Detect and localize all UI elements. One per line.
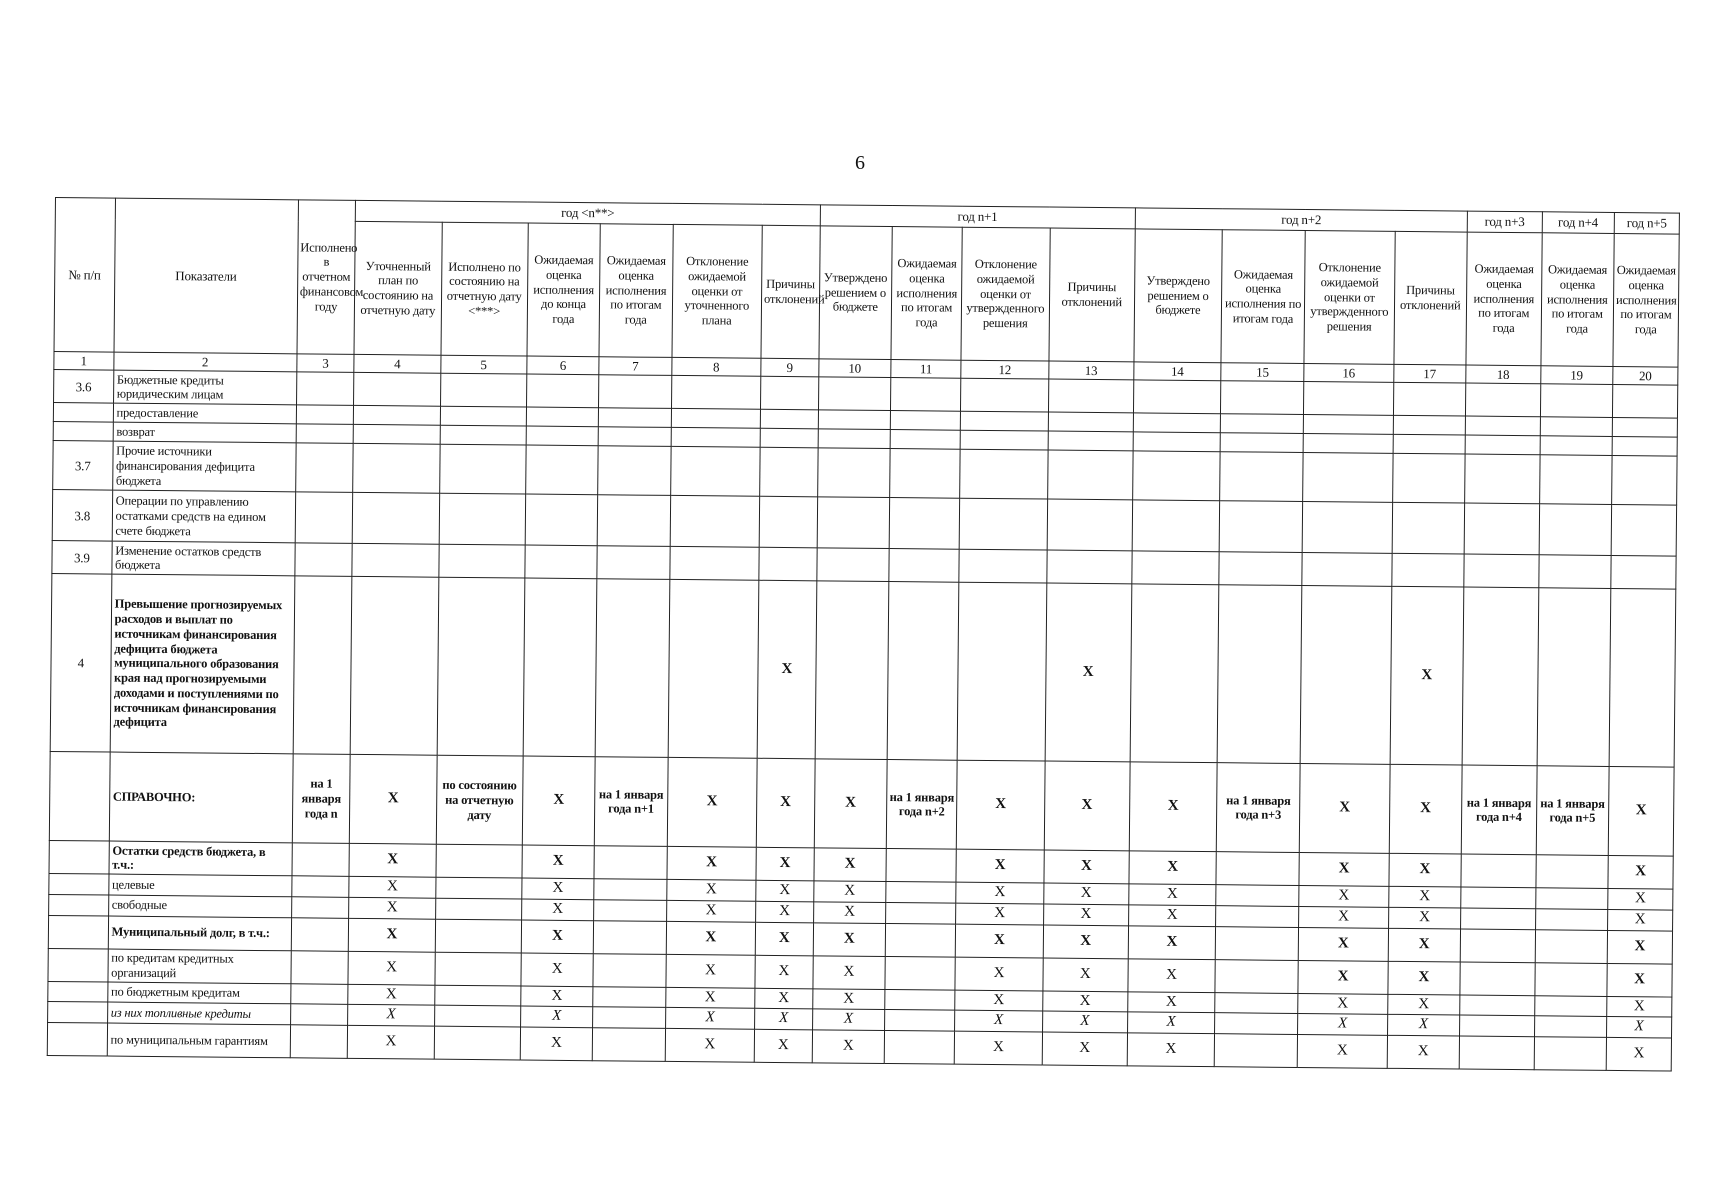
x-mark: X	[956, 883, 1044, 905]
row-number: 4	[50, 574, 111, 753]
col-num: 8	[671, 357, 761, 376]
x-mark: X	[756, 848, 814, 882]
ref-cell: на 1 января года n+4	[1461, 765, 1536, 855]
header-col-13: Причины отклонений	[1049, 228, 1135, 362]
x-mark: X	[812, 1030, 885, 1064]
header-col-20: Ожидаемая оценка исполнения по итогам года	[1613, 233, 1679, 367]
col-num: 19	[1540, 366, 1613, 385]
header-col-19: Ожидаемая оценка исполнения по итогам года	[1540, 233, 1614, 367]
x-mark: X	[954, 1031, 1042, 1065]
x-mark: X	[1043, 883, 1128, 905]
header-col-14: Утверждено решением о бюджете	[1134, 229, 1223, 363]
x-mark: X	[1128, 992, 1216, 1014]
col-num: 5	[440, 355, 526, 374]
x-mark: X	[1607, 930, 1672, 964]
row-label: Изменение остатков средств бюджета	[112, 541, 295, 576]
ref-cell: на 1 января года n	[292, 754, 350, 844]
x-mark: X	[666, 921, 756, 955]
header-col-12: Отклонение ожидаемой оценки от утвержденного решения	[961, 227, 1050, 361]
col-num: 2	[113, 352, 296, 372]
x-mark: X	[757, 581, 816, 760]
x-mark: X	[956, 924, 1044, 958]
row-number: 3.7	[53, 441, 113, 491]
x-mark: X	[348, 1025, 435, 1059]
x-mark: X	[756, 901, 814, 922]
table-wrapper	[47, 197, 1680, 1072]
x-mark: X	[955, 957, 1043, 991]
x-mark: X	[1387, 994, 1460, 1015]
row-label: Превышение прогнозируемых расходов и выплат по источникам финансирования дефицита бюджета муниципального образования края над прогнозируемыми доходами и поступлениями по источникам финансирования дефицита	[110, 574, 295, 754]
x-mark: X	[1044, 850, 1130, 884]
x-mark: X	[1299, 853, 1389, 887]
row-label: возврат	[113, 422, 296, 443]
header-col-17: Причины отклонений	[1394, 231, 1468, 365]
x-mark: X	[1388, 928, 1461, 962]
x-mark: X	[348, 951, 435, 985]
x-mark: X	[1128, 905, 1216, 927]
header-col-3: Исполнено в отчетном финансовом году	[297, 200, 356, 355]
header-col-10: Утверждено решением о бюджете	[819, 226, 893, 360]
x-mark: X	[667, 758, 757, 848]
x-mark: X	[348, 984, 434, 1006]
x-mark: X	[814, 848, 887, 882]
x-mark: X	[955, 990, 1043, 1012]
header-col-15: Ожидаемая оценка исполнения по итогам года	[1221, 230, 1305, 364]
header-group-year-n4: год n+4	[1542, 212, 1615, 234]
x-mark: X	[1045, 583, 1132, 762]
x-mark: X	[1608, 856, 1673, 890]
x-mark: X	[1127, 1012, 1215, 1034]
x-mark: X	[1129, 884, 1217, 906]
x-mark: X	[1607, 996, 1672, 1017]
x-mark: X	[812, 989, 885, 1010]
x-mark: X	[755, 922, 813, 956]
x-mark: X	[756, 759, 814, 849]
x-mark: X	[349, 918, 436, 952]
header-col-5: Исполнено по состоянию на отчетную дату <***>	[441, 222, 529, 356]
col-num: 18	[1466, 365, 1541, 384]
row-label: Прочие источники финансирования дефицита бюджета	[112, 441, 296, 492]
ref-cell: по состоянию на отчетную дату	[436, 756, 523, 846]
x-mark: X	[1606, 1017, 1671, 1038]
x-mark: X	[1298, 993, 1388, 1015]
row-label: Остатки средств бюджета, в т.ч.:	[109, 841, 292, 876]
x-mark: X	[1128, 926, 1216, 960]
x-mark: X	[1298, 1014, 1388, 1036]
x-mark: X	[665, 1008, 755, 1030]
col-num: 11	[891, 360, 961, 379]
x-mark: X	[812, 1009, 885, 1030]
x-mark: X	[813, 902, 886, 923]
row-number: 3.8	[52, 490, 112, 542]
x-mark: X	[1044, 761, 1130, 851]
col-num: 10	[818, 359, 891, 378]
col-num: 6	[527, 356, 600, 375]
col-num: 12	[961, 360, 1048, 379]
x-mark: X	[665, 1028, 755, 1062]
ref-cell: на 1 января года n+5	[1536, 766, 1609, 856]
col-num: 3	[297, 354, 355, 373]
row-label: СПРАВОЧНО:	[109, 752, 293, 843]
x-mark: X	[956, 850, 1044, 884]
x-mark: X	[667, 847, 757, 881]
col-num: 9	[761, 358, 819, 377]
x-mark: X	[754, 1029, 812, 1063]
table-row	[50, 574, 1676, 768]
header-group-year-n1: год n+1	[820, 205, 1135, 229]
x-mark: X	[1129, 762, 1217, 852]
table-row	[49, 752, 1674, 857]
x-mark: X	[1042, 991, 1127, 1013]
header-group-year-n5: год n+5	[1614, 212, 1679, 234]
row-label: свободные	[108, 895, 291, 917]
x-mark: X	[1299, 886, 1389, 908]
header-np: № п/п	[54, 198, 115, 353]
header-group-year-n2: год n+2	[1135, 208, 1467, 232]
x-mark: X	[520, 1006, 593, 1027]
col-num: 1	[54, 351, 114, 370]
x-mark: X	[813, 923, 886, 957]
row-label: Бюджетные кредиты юридическим лицам	[113, 370, 296, 405]
x-mark: X	[1299, 764, 1389, 854]
x-mark: X	[755, 955, 813, 989]
row-number: 3.9	[52, 541, 112, 575]
x-mark: X	[1388, 907, 1461, 928]
x-mark: X	[1129, 851, 1217, 885]
x-mark: X	[665, 987, 755, 1009]
page-number: 6	[855, 152, 865, 174]
col-num: 4	[354, 354, 440, 373]
col-num: 7	[599, 357, 672, 376]
header-col-18: Ожидаемая оценка исполнения по итогам года	[1466, 232, 1542, 366]
header-col-8: Отклонение ожидаемой оценки от уточненного плана	[672, 224, 763, 358]
x-mark: X	[1387, 1035, 1460, 1069]
x-mark: X	[1127, 1033, 1215, 1067]
col-num: 16	[1304, 363, 1394, 382]
x-mark: X	[521, 986, 594, 1007]
x-mark: X	[1608, 889, 1673, 910]
x-mark: X	[1128, 959, 1216, 993]
x-mark: X	[666, 900, 756, 922]
x-mark: X	[956, 903, 1044, 925]
x-mark: X	[1388, 887, 1461, 908]
ref-cell: на 1 января года n+3	[1216, 763, 1300, 853]
x-mark: X	[1390, 587, 1464, 766]
x-mark: X	[813, 881, 886, 902]
header-indicators: Показатели	[114, 198, 299, 354]
x-mark: X	[1387, 961, 1460, 995]
header-group-year-n3: год n+3	[1467, 211, 1542, 233]
col-num: 13	[1048, 361, 1133, 380]
x-mark: X	[755, 988, 813, 1009]
x-mark: X	[1299, 906, 1389, 928]
x-mark: X	[814, 759, 887, 849]
x-mark: X	[1043, 958, 1129, 992]
row-label: по бюджетным кредитам	[107, 982, 290, 1004]
col-num: 20	[1613, 366, 1678, 385]
x-mark: X	[1043, 904, 1128, 926]
x-mark: X	[520, 1027, 593, 1061]
x-mark: X	[1298, 960, 1388, 994]
x-mark: X	[521, 899, 594, 920]
x-mark: X	[522, 845, 595, 879]
x-mark: X	[350, 755, 437, 845]
x-mark: X	[521, 920, 594, 954]
row-label: по муниципальным гарантиям	[107, 1023, 290, 1058]
x-mark: X	[756, 881, 814, 902]
x-mark: X	[1389, 854, 1462, 888]
x-mark: X	[1387, 1015, 1460, 1036]
x-mark: X	[521, 953, 594, 987]
x-mark: X	[349, 897, 435, 919]
x-mark: X	[1042, 1011, 1127, 1033]
x-mark: X	[957, 761, 1045, 851]
x-mark: X	[522, 756, 595, 846]
x-mark: X	[1042, 1032, 1128, 1066]
ref-cell: на 1 января года n+1	[594, 757, 667, 847]
row-label: Операции по управлению остатками средств на едином счете бюджета	[112, 490, 296, 543]
x-mark: X	[955, 1011, 1043, 1033]
col-num: 14	[1134, 362, 1221, 381]
x-mark: X	[1298, 927, 1388, 961]
header-col-16: Отклонение ожидаемой оценки от утвержденного решения	[1304, 231, 1395, 365]
header-col-9: Причины отклонений	[761, 225, 820, 359]
x-mark: X	[349, 844, 436, 878]
row-label: предоставление	[113, 403, 296, 424]
x-mark: X	[1607, 909, 1672, 930]
header-col-11: Ожидаемая оценка исполнения по итогам года	[891, 227, 963, 361]
row-number: 3.6	[54, 370, 114, 404]
x-mark: X	[349, 877, 435, 899]
header-col-6: Ожидаемая оценка исполнения до конца года	[527, 223, 601, 357]
x-mark: X	[1608, 767, 1674, 857]
x-mark: X	[666, 954, 756, 988]
x-mark: X	[666, 880, 756, 902]
x-mark: X	[522, 878, 595, 899]
x-mark: X	[813, 956, 886, 990]
col-num: 17	[1393, 364, 1466, 383]
x-mark: X	[1607, 963, 1672, 997]
header-group-year-n: год <n**>	[356, 200, 820, 225]
row-label: Муниципальный долг, в т.ч.:	[108, 916, 291, 951]
budget-forecast-table	[47, 197, 1680, 1072]
x-mark: X	[1389, 765, 1462, 855]
x-mark: X	[1297, 1035, 1387, 1069]
header-col-7: Ожидаемая оценка исполнения по итогам года	[599, 224, 673, 358]
row-label: целевые	[108, 874, 291, 896]
x-mark: X	[348, 1005, 434, 1027]
x-mark: X	[1606, 1038, 1671, 1072]
row-label: из них топливные кредиты	[107, 1002, 290, 1024]
x-mark: X	[1043, 925, 1129, 959]
x-mark: X	[755, 1009, 813, 1030]
row-label: по кредитам кредитных организаций	[108, 949, 291, 984]
col-num: 15	[1221, 363, 1304, 382]
header-col-4: Уточненный план по состоянию на отчетную дату	[354, 221, 442, 355]
ref-cell: на 1 января года n+2	[886, 760, 957, 850]
